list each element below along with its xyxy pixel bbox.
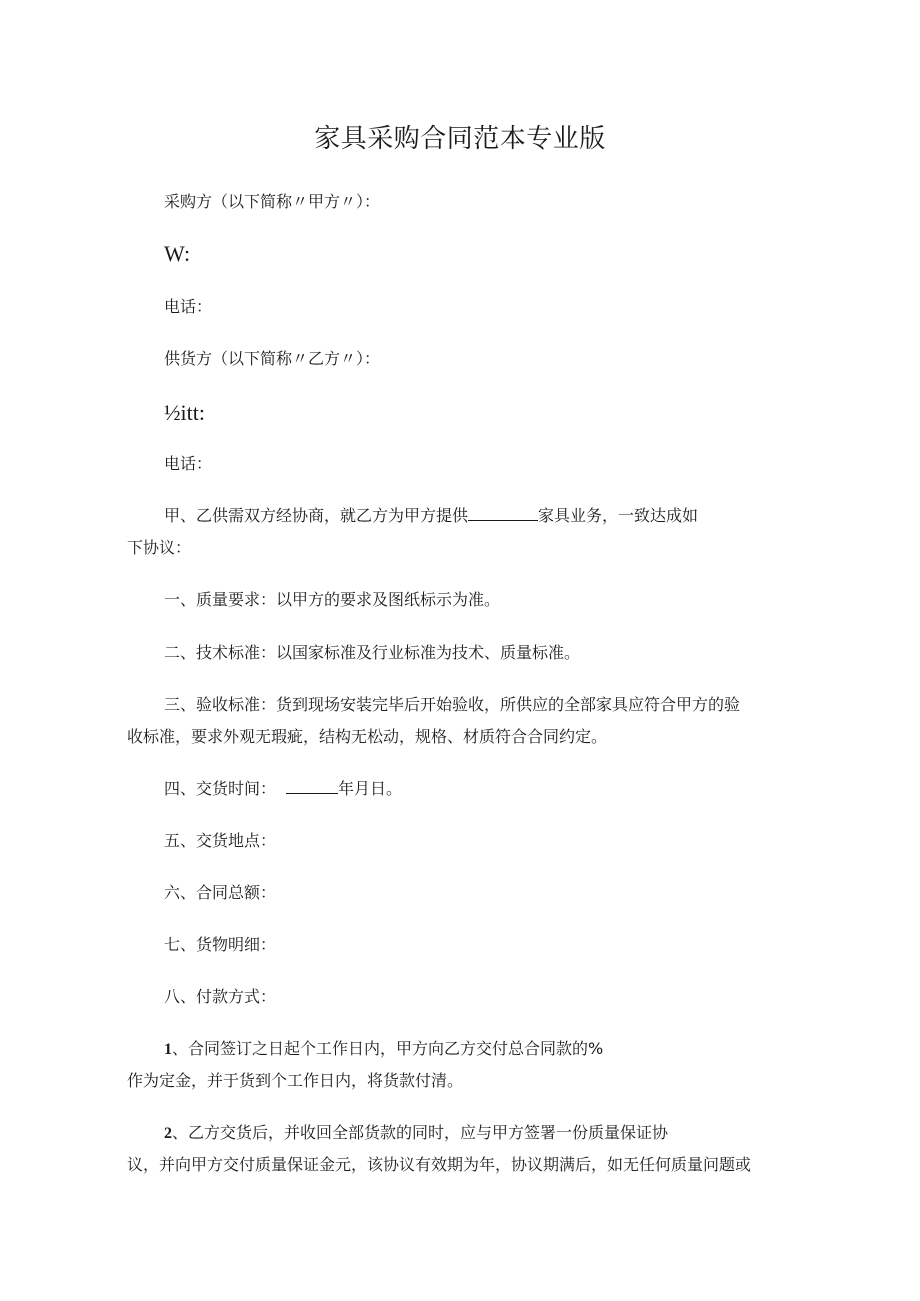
clause-acceptance-line-1: 三、验收标准：货到现场安装完毕后开始验收，所供应的全部家具应符合甲方的验 — [164, 695, 741, 714]
buyer-line: 采购方（以下简称〃甲方〃）： — [164, 192, 381, 211]
clause-goods-details: 七、货物明细： — [164, 935, 277, 954]
clause-technical: 二、技术标准：以国家标准及行业标准为技术、质量标准。 — [164, 643, 581, 662]
payment-item-2-text: 、乙方交货后，并收回全部货款的同时，应与甲方签署一份质量保证协 — [172, 1123, 669, 1142]
intro-line-1 — [164, 505, 698, 527]
payment-item-1-text: 、合同签订之日起个工作日内，甲方向乙方交付总合同款的% — [172, 1039, 604, 1058]
payment-item-2-number: 2 — [164, 1125, 172, 1142]
payment-item-1-line-2: 作为定金，并于货到个工作日内，将货款付清。 — [127, 1071, 464, 1090]
payment-item-2-line-2: 议，并向甲方交付质量保证金元，该协议有效期为年，协议期满后，如无任何质量问题或 — [127, 1155, 752, 1174]
clause-delivery-time — [164, 778, 402, 800]
buyer-address: W: — [164, 241, 191, 266]
delivery-time-label: 四、交货时间： — [164, 779, 277, 798]
payment-item-1-line-1 — [164, 1038, 603, 1061]
intro-part-2: 家具业务，一致达成如 — [538, 506, 699, 525]
clause-quality: 一、质量要求：以甲方的要求及图纸标示为准。 — [164, 590, 501, 609]
intro-part-1: 甲、乙供需双方经协商，就乙方为甲方提供 — [164, 506, 469, 525]
supplier-phone: 电话： — [164, 454, 213, 473]
payment-item-1-number: 1 — [164, 1041, 172, 1058]
page-title: 家具采购合同范本专业版 — [314, 124, 606, 154]
delivery-time-blank — [286, 778, 338, 794]
clause-payment-method: 八、付款方式： — [164, 987, 277, 1006]
clause-total-amount: 六、合同总额： — [164, 883, 277, 902]
intro-blank — [468, 505, 538, 521]
delivery-time-suffix: 年月日。 — [338, 779, 403, 798]
supplier-line: 供货方（以下简称〃乙方〃）： — [164, 349, 381, 368]
clause-delivery-place: 五、交货地点： — [164, 831, 277, 850]
supplier-address: ½itt: — [164, 400, 205, 425]
intro-line-2: 下协议： — [127, 538, 192, 557]
clause-acceptance-line-2: 收标准，要求外观无瑕疵，结构无松动，规格、材质符合合同约定。 — [127, 727, 608, 746]
buyer-phone: 电话： — [164, 297, 213, 316]
payment-item-2-line-1 — [164, 1122, 668, 1145]
